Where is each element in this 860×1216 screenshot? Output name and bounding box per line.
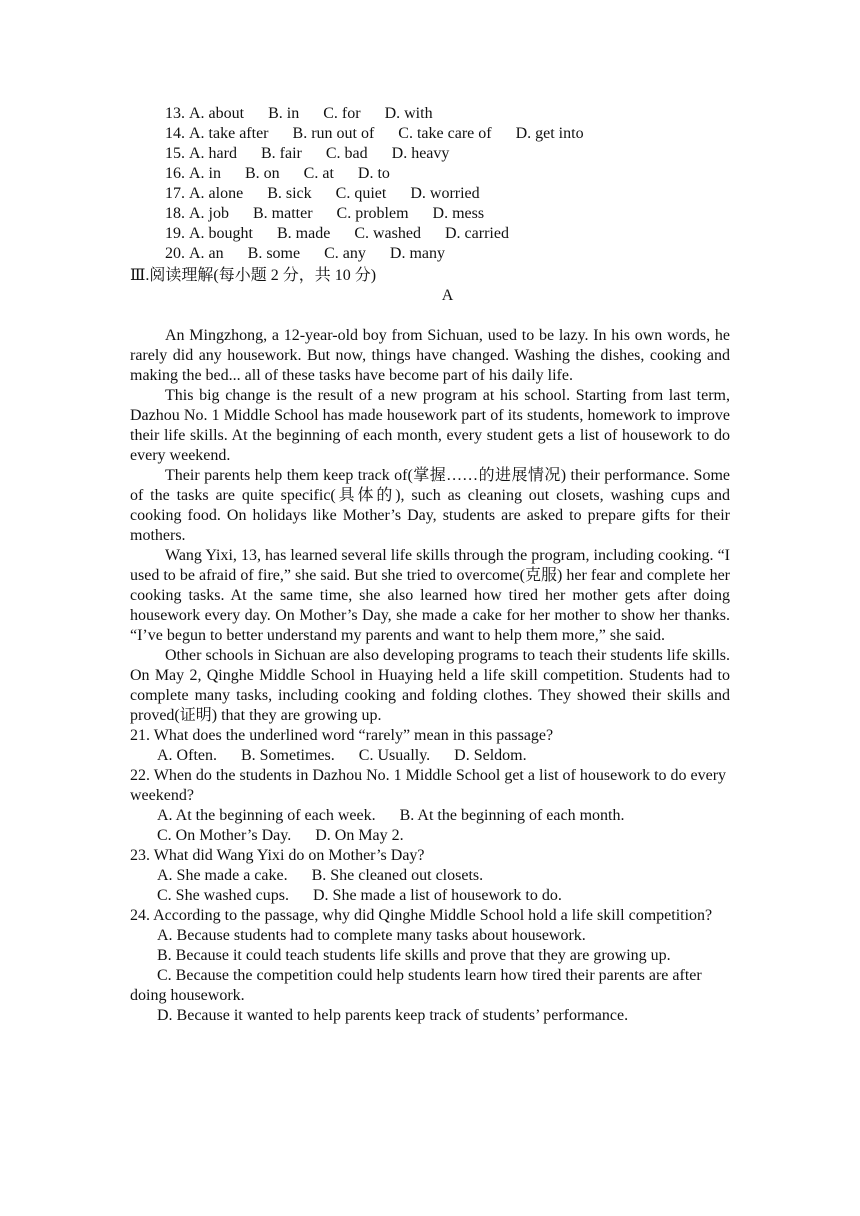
- cloze-item-17: 17. A. alone B. sick C. quiet D. worried: [165, 185, 480, 202]
- question-stem: 22. When do the students in Dazhou No. 1 Middle School get a list of housework to do every weekend?: [130, 767, 727, 804]
- question-23: [130, 846, 730, 906]
- cloze-item-13: 13. A. about B. in C. for D. with: [165, 105, 433, 122]
- answer-options-row-2: [130, 826, 730, 846]
- cloze-item-18: 18. A. job B. matter C. problem D. mess: [165, 205, 485, 222]
- passage-paragraph-5: Other schools in Sichuan are also developing programs to teach their students life skills. On May 2, Qinghe Middle School in Huaying held a life skill competition. Students had to complete many tasks, including cooking and folding clothes. They showed their skills and proved(证明) that they are growing up.: [130, 647, 730, 724]
- answer-options-row-2: [130, 886, 730, 906]
- option-d: D. On May 2.: [315, 827, 404, 844]
- answer-options: [130, 746, 730, 766]
- option-c: C. On Mother’s Day.: [157, 827, 292, 844]
- option-a: A. At the beginning of each week.: [157, 807, 376, 824]
- question-stem: 21. What does the underlined word “rarely” mean in this passage?: [130, 727, 554, 744]
- cloze-item-14: 14. A. take after B. run out of C. take care of D. get into: [165, 125, 584, 142]
- answer-options-row-1: [130, 806, 730, 826]
- option-d: D. She made a list of housework to do.: [312, 887, 562, 904]
- passage-paragraph-2: This big change is the result of a new program at his school. Starting from last term, Dazhou No. 1 Middle School has made housework part of its students, homework to improve their life skills. At the beginning of each month, every student gets a list of housework to do every weekend.: [130, 387, 730, 464]
- option-b: B. Because it could teach students life skills and prove that they are growing up.: [157, 947, 671, 964]
- reading-passage: [130, 326, 730, 726]
- option-c: C. She washed cups.: [157, 887, 289, 904]
- section-title: Ⅲ.阅读理解(每小题 2 分，共 10 分): [130, 267, 377, 284]
- option-d: D. Because it wanted to help parents keep track of students’ performance.: [157, 1007, 629, 1024]
- spacer: [130, 306, 730, 326]
- option-a: A. Often.: [157, 747, 217, 764]
- passage-paragraph-1: An Mingzhong, a 12-year-old boy from Sichuan, used to be lazy. In his own words, he rarely did any housework. But now, things have changed. Washing the dishes, cooking and making the bed... all of these tasks have become part of his daily life.: [130, 327, 730, 384]
- option-c: C. Usually.: [358, 747, 431, 764]
- question-22: [130, 766, 730, 846]
- passage-paragraph-4: Wang Yixi, 13, has learned several life skills through the program, including cooking. “I used to be afraid of fire,” she said. But she tried to overcome(克服) her fear and complete her cooking tasks. At the same time, she also learned how tired her mother gets after doing housework every day. On Mother’s Day, she made a cake for her mother to show her thanks. “I’ve begun to better understand my parents and want to help them more,” she said.: [130, 547, 730, 644]
- option-d: D. Seldom.: [454, 747, 527, 764]
- passage-label: A: [441, 287, 454, 304]
- question-24: [130, 906, 730, 1026]
- option-c: C. Because the competition could help students learn how tired their parents are after doing housework.: [130, 967, 702, 1004]
- question-21: [130, 726, 730, 766]
- cloze-options: [130, 104, 730, 264]
- option-b: B. She cleaned out closets.: [311, 867, 484, 884]
- option-b: B. Sometimes.: [240, 747, 335, 764]
- option-a: A. Because students had to complete many tasks about housework.: [157, 927, 586, 944]
- cloze-item-19: 19. A. bought B. made C. washed D. carried: [165, 225, 509, 242]
- cloze-item-20: 20. A. an B. some C. any D. many: [165, 245, 445, 262]
- exam-page: [130, 104, 730, 1026]
- option-a: A. She made a cake.: [157, 867, 288, 884]
- cloze-item-15: 15. A. hard B. fair C. bad D. heavy: [165, 145, 450, 162]
- option-b: B. At the beginning of each month.: [399, 807, 625, 824]
- question-stem: 23. What did Wang Yixi do on Mother’s Day?: [130, 847, 425, 864]
- question-stem: 24. According to the passage, why did Qinghe Middle School hold a life skill competition?: [130, 907, 713, 924]
- cloze-item-16: 16. A. in B. on C. at D. to: [165, 165, 390, 182]
- answer-options-row-1: [130, 866, 730, 886]
- passage-paragraph-3: Their parents help them keep track of(掌握……的进展情况) their performance. Some of the tasks are quite specific(具体的), such as cleaning out closets, washing cups and cooking food. On holidays like Mother’s Day, students are asked to prepare gifts for their mothers.: [130, 467, 730, 544]
